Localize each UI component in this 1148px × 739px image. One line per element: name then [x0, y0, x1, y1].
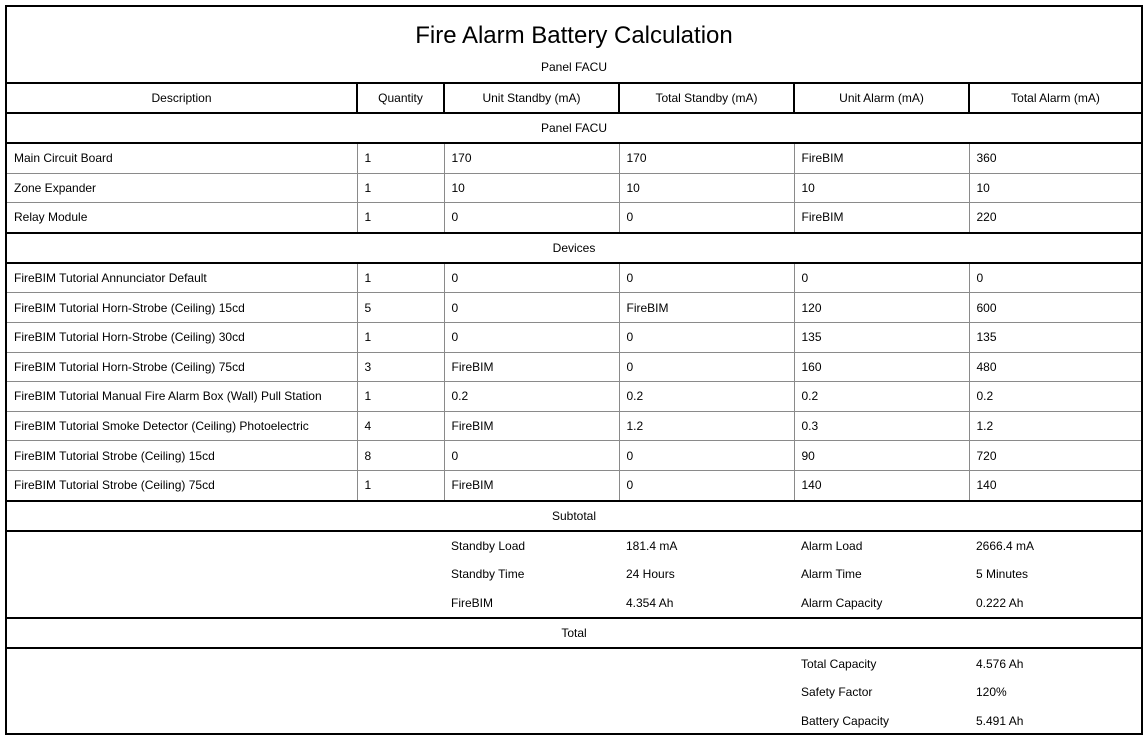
subtotal-standby-label: Standby Load	[451, 538, 526, 553]
cell-total-alarm: 720	[969, 441, 1141, 471]
report-subtitle: Panel FACU	[540, 60, 608, 74]
cell-total-alarm: 480	[969, 352, 1141, 382]
cell-quantity: 3	[357, 352, 444, 382]
subtotal-row	[7, 560, 1141, 589]
cell-unit-standby: FireBIM	[444, 352, 619, 382]
battery-calculation-sheet	[5, 5, 1143, 735]
total-row	[7, 707, 1141, 736]
cell-total-alarm: 0.2	[969, 382, 1141, 412]
table-row	[7, 411, 1141, 441]
subtotal-alarm-value: 5 Minutes	[976, 567, 1029, 582]
cell-quantity: 1	[357, 263, 444, 293]
cell-unit-alarm: 90	[794, 441, 969, 471]
column-header-description: Description	[7, 83, 357, 113]
cell-description: FireBIM Tutorial Strobe (Ceiling) 15cd	[7, 441, 357, 471]
cell-unit-alarm: 120	[794, 293, 969, 323]
cell-unit-alarm: 0	[794, 263, 969, 293]
cell-total-alarm: 1.2	[969, 411, 1141, 441]
section-header-devices-label: Devices	[7, 233, 1141, 263]
cell-unit-standby: 0	[444, 263, 619, 293]
subtotal-alarm-label: Alarm Capacity	[794, 589, 969, 619]
cell-description: FireBIM Tutorial Horn-Strobe (Ceiling) 15cd	[7, 293, 357, 323]
total-value: 4.576 Ah	[976, 656, 1024, 671]
subtotal-alarm-label: Alarm Load	[801, 538, 863, 553]
cell-total-alarm: 140	[969, 470, 1141, 500]
cell-quantity: 4	[357, 411, 444, 441]
total-label: Battery Capacity	[801, 713, 890, 728]
section-header-panel	[7, 113, 1141, 143]
total-row	[7, 648, 1141, 678]
cell-quantity: 8	[357, 441, 444, 471]
column-header-row	[7, 83, 1141, 113]
cell-description: Relay Module	[7, 203, 357, 233]
cell-quantity: 1	[357, 203, 444, 233]
subtotal-standby-label: FireBIM	[444, 589, 619, 619]
cell-unit-alarm: 160	[794, 352, 969, 382]
table-row	[7, 470, 1141, 500]
cell-description: FireBIM Tutorial Horn-Strobe (Ceiling) 30cd	[7, 322, 357, 352]
cell-total-alarm: 600	[969, 293, 1141, 323]
cell-total-alarm: 10	[969, 173, 1141, 203]
table-row	[7, 441, 1141, 471]
cell-description: Main Circuit Board	[7, 143, 357, 173]
cell-description: FireBIM Tutorial Smoke Detector (Ceiling) Photoelectric	[7, 411, 357, 441]
cell-total-standby: 0.2	[619, 382, 794, 412]
subtotal-standby-value: 181.4 mA	[626, 538, 678, 553]
cell-unit-alarm: 135	[794, 322, 969, 352]
column-header-total-standby: Total Standby (mA)	[619, 83, 794, 113]
cell-unit-standby: 170	[444, 143, 619, 173]
cell-unit-alarm: 10	[794, 173, 969, 203]
cell-unit-standby: 0	[444, 322, 619, 352]
table-row	[7, 143, 1141, 173]
cell-description: FireBIM Tutorial Strobe (Ceiling) 75cd	[7, 470, 357, 500]
cell-quantity: 5	[357, 293, 444, 323]
table-row	[7, 382, 1141, 412]
section-header-subtotal	[7, 501, 1141, 531]
cell-unit-standby: 0	[444, 203, 619, 233]
cell-total-alarm: 220	[969, 203, 1141, 233]
cell-unit-standby: 0	[444, 441, 619, 471]
subtotal-alarm-value: 0.222 Ah	[969, 589, 1141, 619]
cell-unit-standby: FireBIM	[444, 411, 619, 441]
cell-total-standby: 0	[619, 470, 794, 500]
section-header-subtotal-label: Subtotal	[7, 501, 1141, 531]
cell-quantity: 1	[357, 470, 444, 500]
total-spacer	[7, 678, 794, 707]
cell-total-standby: 170	[619, 143, 794, 173]
section-header-panel-label: Panel FACU	[7, 113, 1141, 143]
cell-total-alarm: 135	[969, 322, 1141, 352]
table-row	[7, 322, 1141, 352]
report-title: Fire Alarm Battery Calculation	[415, 22, 733, 49]
total-value: 5.491 Ah	[976, 713, 1024, 728]
section-header-total	[7, 618, 1141, 648]
cell-total-standby: 1.2	[619, 411, 794, 441]
cell-unit-alarm: FireBIM	[794, 143, 969, 173]
table-row	[7, 293, 1141, 323]
cell-quantity: 1	[357, 143, 444, 173]
column-header-unit-alarm: Unit Alarm (mA)	[794, 83, 969, 113]
subtotal-spacer	[7, 589, 444, 619]
cell-unit-standby: 0	[444, 293, 619, 323]
cell-unit-alarm: 140	[794, 470, 969, 500]
table-row	[7, 263, 1141, 293]
subtotal-spacer	[7, 560, 444, 589]
table-row	[7, 352, 1141, 382]
subtotal-standby-value: 4.354 Ah	[619, 589, 794, 619]
subtotal-alarm-label: Alarm Time	[801, 567, 862, 582]
subtotal-row	[7, 531, 1141, 561]
cell-total-standby: 0	[619, 322, 794, 352]
subtotal-spacer	[7, 531, 444, 561]
cell-quantity: 1	[357, 382, 444, 412]
table-row	[7, 203, 1141, 233]
subtotal-row	[7, 589, 1141, 619]
total-value: 120%	[976, 685, 1007, 700]
column-header-total-alarm: Total Alarm (mA)	[969, 83, 1141, 113]
column-header-quantity: Quantity	[357, 83, 444, 113]
total-row	[7, 678, 1141, 707]
total-spacer	[7, 648, 794, 678]
cell-unit-standby: 10	[444, 173, 619, 203]
cell-total-standby: 0	[619, 352, 794, 382]
table-row	[7, 173, 1141, 203]
cell-unit-standby: FireBIM	[444, 470, 619, 500]
subtotal-standby-value: 24 Hours	[626, 567, 675, 582]
cell-total-standby: 0	[619, 203, 794, 233]
cell-description: FireBIM Tutorial Horn-Strobe (Ceiling) 75cd	[7, 352, 357, 382]
total-spacer	[7, 707, 794, 736]
cell-quantity: 1	[357, 173, 444, 203]
cell-unit-standby: 0.2	[444, 382, 619, 412]
cell-quantity: 1	[357, 322, 444, 352]
total-label: Total Capacity	[801, 656, 877, 671]
cell-total-standby: 0	[619, 263, 794, 293]
cell-total-standby: FireBIM	[619, 293, 794, 323]
cell-unit-alarm: 0.2	[794, 382, 969, 412]
section-header-total-label: Total	[7, 618, 1141, 648]
section-header-devices	[7, 233, 1141, 263]
cell-total-alarm: 360	[969, 143, 1141, 173]
cell-total-alarm: 0	[969, 263, 1141, 293]
cell-total-standby: 10	[619, 173, 794, 203]
cell-unit-alarm: FireBIM	[794, 203, 969, 233]
total-label: Safety Factor	[801, 685, 873, 700]
subtotal-standby-label: Standby Time	[451, 567, 525, 582]
cell-unit-alarm: 0.3	[794, 411, 969, 441]
cell-description: FireBIM Tutorial Annunciator Default	[7, 263, 357, 293]
calculation-table	[7, 82, 1141, 735]
subtotal-alarm-value: 2666.4 mA	[976, 538, 1035, 553]
cell-description: FireBIM Tutorial Manual Fire Alarm Box (Wall) Pull Station	[7, 382, 357, 412]
cell-total-standby: 0	[619, 441, 794, 471]
column-header-unit-standby: Unit Standby (mA)	[444, 83, 619, 113]
cell-description: Zone Expander	[7, 173, 357, 203]
